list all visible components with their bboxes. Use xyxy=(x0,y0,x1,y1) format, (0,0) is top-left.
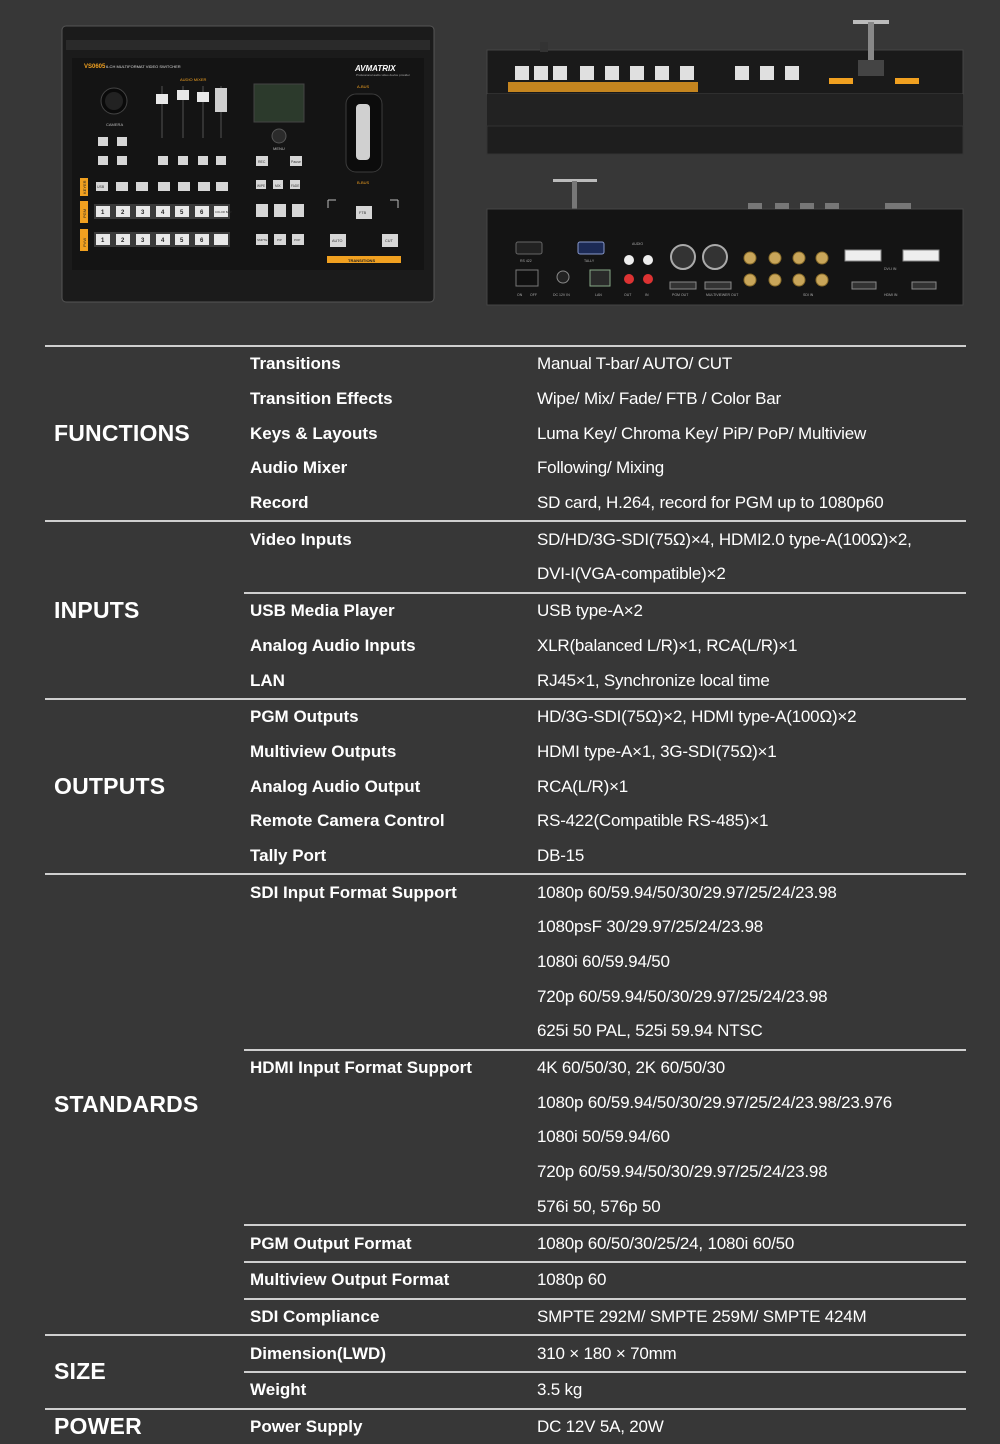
spec-label: SDI Compliance xyxy=(244,1299,537,1336)
rear-audio: AUDIO xyxy=(632,242,644,246)
row-label-pvw: PVW xyxy=(82,237,87,247)
spec-label: PGM Outputs xyxy=(244,699,537,735)
spec-value: HD/3G-SDI(75Ω)×2, HDMI type-A(100Ω)×2 xyxy=(537,699,966,735)
spec-value: 720p 60/59.94/50/30/29.97/25/24/23.98 xyxy=(537,1162,828,1182)
pvw-num-5: 5 xyxy=(180,238,184,244)
transitions-label: TRANSITIONS xyxy=(348,258,376,263)
spec-category: SIZE xyxy=(45,1335,244,1408)
pop-label: POP xyxy=(294,238,301,242)
spec-value: Following/ Mixing xyxy=(537,458,664,478)
spec-value: Manual T-bar/ AUTO/ CUT xyxy=(537,346,966,382)
spec-value: DVI-I(VGA-compatible)×2 xyxy=(537,564,726,584)
spec-row xyxy=(45,1409,966,1444)
spec-table-body xyxy=(45,346,966,1444)
pip-label: PIP xyxy=(277,238,282,242)
device-brand-tagline: Professional audio video device provider xyxy=(356,73,410,77)
rear-view-device xyxy=(487,179,963,305)
audio-mixer-label: AUDIO MIXER xyxy=(180,77,207,82)
spec-value: RCA(L/R)×1 xyxy=(537,776,629,796)
spec-label: Analog Audio Output xyxy=(250,776,421,796)
pvw-num-1: 1 xyxy=(101,238,105,244)
a-bus-label: A-BUS xyxy=(357,84,370,89)
spec-label: LAN xyxy=(250,670,285,690)
wipe-label: WIPE xyxy=(257,184,266,188)
spec-row xyxy=(45,874,966,910)
spec-label xyxy=(244,557,537,593)
spec-value: 4K 60/50/30, 2K 60/50/30 xyxy=(537,1050,966,1086)
pgm-num-2: 2 xyxy=(121,210,125,216)
menu-knob xyxy=(272,129,286,143)
preview-screen xyxy=(254,84,304,122)
spec-value: USB type-A×2 xyxy=(537,593,966,629)
auto-label: AUTO xyxy=(332,239,343,243)
rear-rs422: RS 422 xyxy=(520,259,532,263)
spec-value: 1080p 60/50/30/25/24, 1080i 60/50 xyxy=(537,1225,966,1262)
spec-label: Multiview Outputs xyxy=(250,741,397,761)
spec-label: HDMI Input Format Support xyxy=(244,1050,537,1086)
spec-label: Multiview Output Format xyxy=(244,1262,537,1299)
pvw-num-3: 3 xyxy=(141,238,145,244)
spec-label: Power Supply xyxy=(244,1409,537,1444)
pvw-num-6: 6 xyxy=(200,238,204,244)
spec-label: Analog Audio Inputs xyxy=(250,635,416,655)
device-model: VS0605 xyxy=(84,64,106,70)
spec-label: Record xyxy=(250,493,309,513)
spec-value: 1080i 50/59.94/60 xyxy=(537,1127,670,1147)
spec-row xyxy=(45,699,966,735)
spec-value: 1080i 60/59.94/50 xyxy=(537,952,670,972)
pvw-num-4: 4 xyxy=(161,238,165,244)
spec-label: Weight xyxy=(244,1372,537,1409)
rear-dc-in: DC 12V IN xyxy=(553,293,570,297)
device-model-desc: 6-CH MULTIFORMAT VIDEO SWITCHER xyxy=(106,64,181,69)
spec-label: Audio Mixer xyxy=(250,458,348,478)
pgm-num-5: 5 xyxy=(180,210,184,216)
spec-row xyxy=(45,346,966,382)
spec-label: USB Media Player xyxy=(244,593,537,629)
top-view-device xyxy=(62,26,434,302)
spec-value: RS-422(Compatible RS-485)×1 xyxy=(537,811,769,831)
spec-label xyxy=(244,1085,537,1120)
front-view-device xyxy=(487,20,963,154)
spec-label xyxy=(244,910,537,945)
pgm-num-1: 1 xyxy=(101,210,105,216)
spec-value: DC 12V 5A, 20W xyxy=(537,1409,966,1444)
pgm-num-4: 4 xyxy=(161,210,165,216)
mix-label: MIX xyxy=(275,184,281,188)
spec-value: 720p 60/59.94/50/30/29.97/25/24/23.98 xyxy=(537,986,828,1006)
spec-label: SDI Input Format Support xyxy=(244,874,537,910)
spec-value: 1080psF 30/29.97/25/24/23.98 xyxy=(537,917,763,937)
spec-row xyxy=(45,521,966,557)
spec-category: POWER xyxy=(45,1409,244,1444)
rear-lan: LAN xyxy=(595,293,602,297)
color-bar-label: COLOR BAR xyxy=(215,210,232,214)
cut-label: CUT xyxy=(385,239,393,243)
spec-table xyxy=(45,345,966,1444)
spec-label: Dimension(LWD) xyxy=(244,1335,537,1372)
spec-value: 576i 50, 576p 50 xyxy=(537,1196,661,1216)
pgm-num-6: 6 xyxy=(200,210,204,216)
rear-sdi-in: SDI IN xyxy=(803,293,814,297)
rear-off: OFF xyxy=(530,293,537,297)
rec-label: REC xyxy=(258,160,266,164)
spec-label xyxy=(244,979,537,1014)
pgm-num-3: 3 xyxy=(141,210,145,216)
rear-in: IN xyxy=(645,293,649,297)
row-label-pgm: PGM xyxy=(82,208,87,218)
spec-value: RJ45×1, Synchronize local time xyxy=(537,670,770,690)
pvw-num-2: 2 xyxy=(121,238,125,244)
rear-out: OUT xyxy=(624,293,632,297)
camera-label: CAMERA xyxy=(106,122,124,127)
spec-value: SD/HD/3G-SDI(75Ω)×4, HDMI2.0 type-A(100Ω)×2, xyxy=(537,521,966,557)
menu-label: MENU xyxy=(273,146,285,151)
spec-category: OUTPUTS xyxy=(45,699,244,874)
spec-value: SMPTE 292M/ SMPTE 259M/ SMPTE 424M xyxy=(537,1299,966,1336)
spec-value: Wipe/ Mix/ Fade/ FTB / Color Bar xyxy=(537,389,781,409)
spec-value: 1080p 60 xyxy=(537,1262,966,1299)
rear-multiviewer-out: MULTIVIEWER OUT xyxy=(706,293,739,297)
spec-value: 625i 50 PAL, 525i 59.94 NTSC xyxy=(537,1021,763,1041)
spec-value: 3.5 kg xyxy=(537,1372,966,1409)
spec-value: 1080p 60/59.94/50/30/29.97/25/24/23.98 xyxy=(537,874,966,910)
ftb-label: FTB xyxy=(359,211,367,215)
spec-label xyxy=(244,1155,537,1190)
spec-value: XLR(balanced L/R)×1, RCA(L/R)×1 xyxy=(537,635,798,655)
spec-label xyxy=(244,1014,537,1050)
spec-label xyxy=(244,945,537,980)
spec-label: Transitions xyxy=(244,346,537,382)
spec-label xyxy=(244,1120,537,1155)
rear-hdmi-in: HDMI IN xyxy=(884,293,898,297)
spec-value: SD card, H.264, record for PGM up to 1080p60 xyxy=(537,493,884,513)
spec-label: Transition Effects xyxy=(250,389,393,409)
rear-tally: TALLY xyxy=(584,259,595,263)
rear-pgm-out: PGM OUT xyxy=(672,293,689,297)
t-bar-handle xyxy=(356,104,370,160)
pause-label: Pause xyxy=(291,160,301,164)
spec-category: STANDARDS xyxy=(45,874,244,1335)
b-bus-label: B-BUS xyxy=(357,180,370,185)
spec-label: Remote Camera Control xyxy=(250,811,445,831)
usb-label: USB xyxy=(97,185,105,189)
row-label-keyer: KEYER xyxy=(82,180,87,194)
device-brand: AVMATRIX xyxy=(355,64,396,73)
spec-label: PGM Output Format xyxy=(244,1225,537,1262)
spec-label: Video Inputs xyxy=(244,521,537,557)
spec-label xyxy=(244,1190,537,1226)
spec-value: 1080p 60/59.94/50/30/29.97/25/24/23.98/23.976 xyxy=(537,1092,892,1112)
spec-category: INPUTS xyxy=(45,521,244,698)
spec-category: FUNCTIONS xyxy=(45,346,244,521)
fade-label: FADE xyxy=(291,184,300,188)
rear-on: ON xyxy=(517,293,523,297)
spec-row xyxy=(45,1335,966,1372)
smpte-label: SMPTE xyxy=(257,238,268,242)
product-images xyxy=(0,0,1000,330)
spec-value: Luma Key/ Chroma Key/ PiP/ PoP/ Multiview xyxy=(537,423,867,443)
spec-value: HDMI type-A×1, 3G-SDI(75Ω)×1 xyxy=(537,741,777,761)
spec-label: Tally Port xyxy=(250,845,327,865)
spec-value: 310 × 180 × 70mm xyxy=(537,1335,966,1372)
spec-value: DB-15 xyxy=(537,845,585,865)
spec-label: Keys & Layouts xyxy=(250,423,378,443)
rear-dvi-in: DVI-I IN xyxy=(884,267,897,271)
